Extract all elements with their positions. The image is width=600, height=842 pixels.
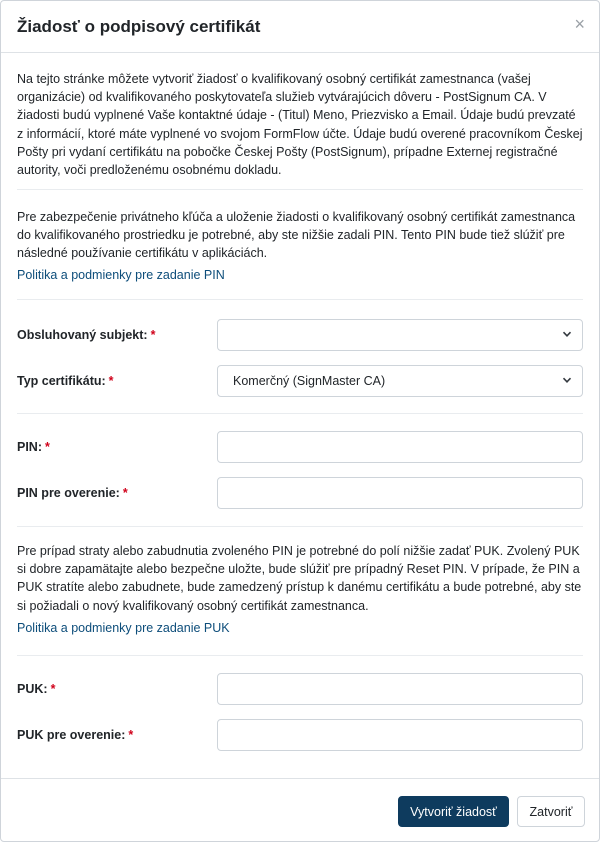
pin-info-text: Pre zabezpečenie privátneho kľúča a uloženie žiadosti o kvalifikovaný osobný certifikát zamestnanca do kvalifikovaného prostriedku je potrebné, aby ste nižšie zadali PIN. Tento PIN bude tiež slúžiť pre následné používanie certifikátu v aplikáciách. — [17, 210, 576, 261]
puk-confirm-input[interactable] — [217, 719, 583, 751]
required-marker: * — [122, 486, 128, 500]
required-marker: * — [128, 728, 134, 742]
chevron-down-icon — [562, 375, 572, 385]
pin-confirm-label: PIN pre overenie: * — [17, 486, 128, 500]
pin-label: PIN: * — [17, 440, 50, 454]
required-marker: * — [50, 682, 56, 696]
pin-row — [17, 431, 583, 463]
puk-confirm-row — [17, 719, 583, 751]
divider — [17, 189, 583, 190]
puk-row — [17, 673, 583, 705]
puk-confirm-label: PUK pre overenie: * — [17, 728, 134, 742]
dialog-title: Žiadosť o podpisový certifikát — [17, 16, 261, 36]
footer-divider — [1, 778, 599, 779]
create-request-button[interactable]: Vytvoriť žiadosť — [398, 796, 509, 827]
subject-label: Obsluhovaný subjekt: * — [17, 328, 156, 342]
pin-input[interactable] — [217, 431, 583, 463]
chevron-down-icon — [562, 329, 572, 339]
subject-row — [17, 319, 583, 351]
puk-label: PUK: * — [17, 682, 56, 696]
pin-confirm-row — [17, 477, 583, 509]
pin-policy-link[interactable]: Politika a podmienky pre zadanie PIN — [17, 268, 225, 282]
cert-type-row — [17, 365, 583, 397]
puk-info-text: Pre prípad straty alebo zabudnutia zvoleného PIN je potrebné do polí nižšie zadať PUK. Zvolený PUK si dobre zapamätajte alebo bezpečne uložte, bude slúžiť pre prípadný Reset PIN. V prípade, že PIN a PUK stratíte alebo zabudnete, bude zamedzený prístup k danému certifikátu a bude potrebné, aby ste si požiadali o nový kvalifikovaný osobný certifikát zamestnanca. — [17, 544, 582, 613]
close-icon[interactable]: × — [574, 14, 585, 34]
divider — [17, 526, 583, 527]
cert-type-label: Typ certifikátu: * — [17, 374, 114, 388]
dialog-header — [1, 1, 599, 53]
cert-type-select[interactable] — [217, 365, 583, 397]
subject-select[interactable] — [217, 319, 583, 351]
divider — [17, 413, 583, 414]
puk-input[interactable] — [217, 673, 583, 705]
required-marker: * — [108, 374, 114, 388]
required-marker: * — [45, 440, 50, 454]
close-button[interactable]: Zatvoriť — [517, 796, 585, 827]
divider — [17, 655, 583, 656]
puk-policy-link[interactable]: Politika a podmienky pre zadanie PUK — [17, 621, 230, 635]
pin-confirm-input[interactable] — [217, 477, 583, 509]
required-marker: * — [150, 328, 156, 342]
cert-type-value: Komerčný (SignMaster CA) — [233, 374, 386, 388]
divider — [17, 299, 583, 300]
intro-text: Na tejto stránke môžete vytvoriť žiadosť o kvalifikovaný osobný certifikát zamestnanca (vašej organizácie) od kvalifikovaného poskytovateľa služieb vytvárajúcich dôveru - PostSignum CA. V žiadosti budú vyplnené Vaše kontaktné údaje - (Titul) Meno, Priezvisko a Email. Údaje budú prevzaté z informácií, ktoré máte vyplnené vo svojom FormFlow účte. Údaje budú overené pracovníkom Českej Pošty pri vydaní certifikátu na pobočke Českej Pošty (PostSignum), prípadne Externej registračné autority, voči predloženému osobnému dokladu. — [17, 72, 583, 178]
